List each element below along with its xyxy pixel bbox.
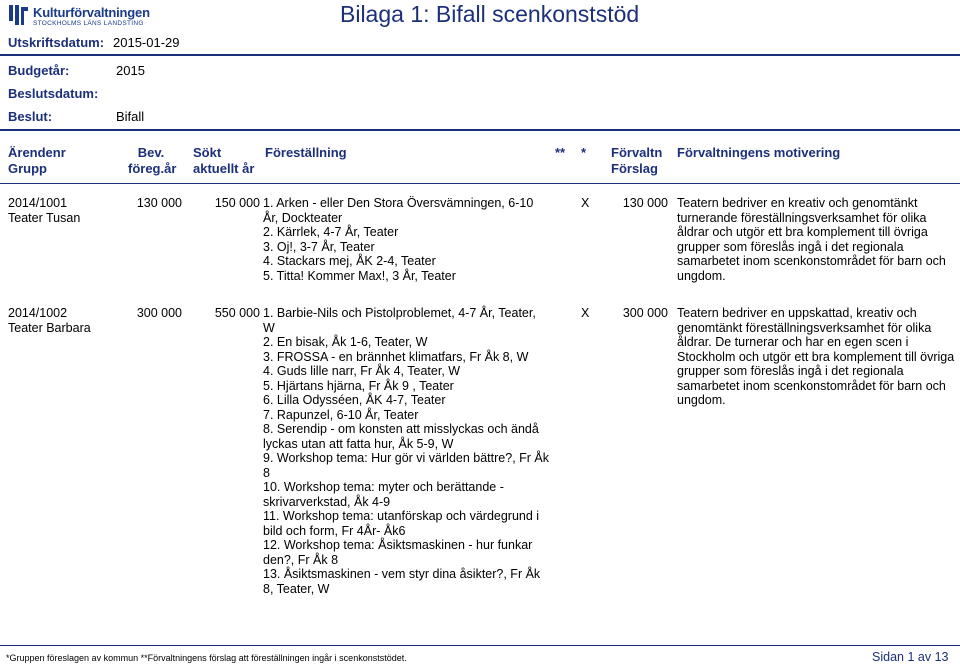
performance-list: [263, 196, 549, 283]
performance-item: 3. Oj!, 3-7 År, Teater: [263, 239, 375, 254]
footer-note: *Gruppen föreslagen av kommun **Förvaltningens förslag att föreställningen ingår i scenkonststödet.: [6, 653, 407, 663]
case-number: 2014/1001: [8, 196, 68, 210]
column-header-double-star: **: [555, 145, 566, 160]
decision-value: Bifall: [116, 109, 145, 124]
column-header-proposal-line2: Förslag: [611, 161, 658, 176]
divider: [0, 183, 960, 184]
performance-item: 4. Guds lille narr, Fr Åk 4, Teater, W: [263, 364, 461, 378]
requested-amount: 550 000: [214, 306, 260, 320]
budget-year-label: Budgetår:: [8, 63, 70, 78]
column-header-performance: Föreställning: [265, 145, 347, 160]
performance-item: 9. Workshop tema: Hur gör vi världen bättre?, Fr Åk 8: [263, 451, 549, 480]
logo-name: Kulturförvaltningen: [33, 5, 150, 20]
column-header-requested-line1: Sökt: [193, 145, 222, 160]
prev-year-amount: 130 000: [136, 196, 182, 210]
organization-logo: [8, 4, 148, 28]
page-label: Sidan: [872, 650, 904, 664]
proposal-amount: 130 000: [622, 196, 668, 210]
column-header-prev-line1: Bev.: [137, 145, 165, 160]
print-date-label: Utskriftsdatum:: [8, 35, 105, 50]
proposal-amount: 300 000: [622, 306, 668, 320]
column-header-case: [8, 145, 66, 177]
budget-year-value: 2015: [116, 63, 145, 78]
column-header-case-line2: Grupp: [8, 161, 47, 176]
column-header-case-line1: Ärendenr: [8, 145, 66, 160]
performance-item: 2. En bisak, Åk 1-6, Teater, W: [263, 335, 428, 349]
performance-item: 10. Workshop tema: myter och berättande - skrivarverkstad, Åk 4-9: [263, 480, 504, 509]
performance-item: 6. Lilla Odysséen, ÅK 4-7, Teater: [263, 393, 446, 407]
print-date-value: 2015-01-29: [113, 35, 180, 50]
motivation-text: Teatern bedriver en kreativ och genomtänkt turnerande föreställningsverksamhet för olika åldrar och utgör ett bra komplement till övriga grupper som föreslås ingå i det regionala samarbetet inom scenkonstområdet för barn och ungdom.: [677, 196, 946, 283]
column-header-requested: [193, 145, 254, 177]
performance-item: 3. FROSSA - en brännhet klimatfars, Fr Åk 8, W: [263, 349, 529, 364]
page-of: av: [917, 650, 932, 664]
column-header-proposal: [611, 145, 662, 177]
case-number: 2014/1002: [8, 306, 68, 320]
decision-date-label: Beslutsdatum:: [8, 86, 99, 101]
performance-item: 8. Serendip - om konsten att misslyckas och ändå lyckas utan att fatta hur, Åk 5-9, W: [263, 422, 539, 451]
requested-amount: 150 000: [214, 196, 260, 210]
decision-label: Beslut:: [8, 109, 53, 124]
page-current: 1: [907, 650, 915, 664]
performance-item: 5. Hjärtans hjärna, Fr Åk 9 , Teater: [263, 378, 454, 393]
table-row-case: [8, 196, 118, 225]
page-indicator: [872, 650, 949, 664]
performance-item: 11. Workshop tema: utanförskap och värdegrund i bild och form, Fr 4År- Åk6: [263, 509, 540, 538]
group-name: Teater Tusan: [8, 210, 81, 225]
column-header-star: *: [581, 145, 587, 160]
performance-list: [263, 306, 549, 596]
table-row-case: [8, 306, 118, 335]
divider: [0, 54, 960, 56]
logo-subtitle: STOCKHOLMS LÄNS LANDSTING: [33, 20, 144, 27]
group-name: Teater Barbara: [8, 320, 91, 335]
motivation-text: Teatern bedriver en uppskattad, kreativ och genomtänkt föreställningsverksamhet för olika åldrar. De turnerar och har en egen scen i Stockholm och utgör ett bra komplement till övriga grupper som föreslås ingå i det regionala samarbetet inom scenkonstområdet för barn och ungdom.: [677, 306, 955, 407]
footer-divider: [0, 645, 960, 646]
performance-item: 1. Arken - eller Den Stora Översvämningen, 6-10 År, Dockteater: [263, 196, 534, 225]
double-star-mark: X: [581, 196, 590, 210]
page-title: Bilaga 1: Bifall scenkonststöd: [340, 1, 640, 27]
column-header-proposal-line1: Förvaltn: [611, 145, 663, 160]
performance-item: 1. Barbie-Nils och Pistolproblemet, 4-7 År, Teater, W: [263, 306, 536, 335]
performance-item: 4. Stackars mej, ÅK 2-4, Teater: [263, 254, 436, 268]
performance-item: 2. Kärrlek, 4-7 År, Teater: [263, 225, 399, 239]
column-header-prev-year: [128, 145, 177, 177]
logo-mark-icon: [8, 4, 30, 26]
divider: [0, 129, 960, 131]
page-total: 13: [934, 650, 949, 664]
double-star-mark: X: [581, 306, 590, 320]
column-header-motivation: Förvaltningens motivering: [677, 145, 841, 160]
column-header-requested-line2: aktuellt år: [193, 161, 255, 176]
performance-item: 13. Åsiktsmaskinen - vem styr dina åsikter?, Fr Åk 8, Teater, W: [263, 567, 541, 596]
prev-year-amount: 300 000: [136, 306, 182, 320]
performance-item: 12. Workshop tema: Åsiktsmaskinen - hur funkar den?, Fr Åk 8: [263, 538, 533, 567]
column-header-prev-line2: föreg.år: [128, 161, 177, 176]
performance-item: 7. Rapunzel, 6-10 År, Teater: [263, 407, 419, 422]
performance-item: 5. Titta! Kommer Max!, 3 År, Teater: [263, 268, 456, 283]
